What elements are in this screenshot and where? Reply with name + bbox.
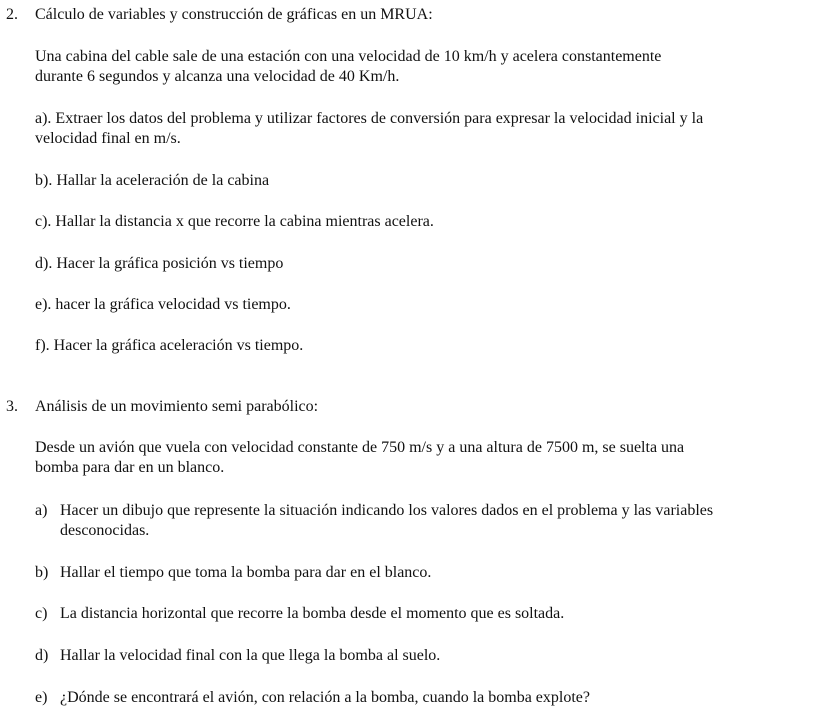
- section-2-intro-line-1: Una cabina del cable sale de una estación con una velocidad de 10 km/h y acelera constantemente: [35, 48, 662, 65]
- section-3-item-c-letter: c): [35, 605, 48, 622]
- section-3-item-d-letter: d): [35, 647, 49, 664]
- section-2-item-e: e). hacer la gráfica velocidad vs tiempo.: [35, 296, 291, 313]
- section-3-item-b-letter: b): [35, 564, 49, 581]
- section-3-item-b: Hallar el tiempo que toma la bomba para dar en el blanco.: [60, 564, 432, 581]
- section-2-intro-line-2: durante 6 segundos y alcanza una velocidad de 40 Km/h.: [35, 68, 400, 85]
- section-3-item-e: ¿Dónde se encontrará el avión, con relación a la bomba, cuando la bomba explote?: [60, 689, 590, 706]
- section-3-number: 3.: [6, 398, 18, 415]
- section-3-item-a-letter: a): [35, 502, 48, 519]
- section-2-item-f: f). Hacer la gráfica aceleración vs tiempo.: [35, 337, 304, 354]
- section-2-item-d: d). Hacer la gráfica posición vs tiempo: [35, 255, 284, 272]
- section-3-item-a-line-2: desconocidas.: [60, 522, 150, 539]
- section-3-heading: Análisis de un movimiento semi parabólico:: [35, 398, 319, 415]
- section-3-item-d: Hallar la velocidad final con la que llega la bomba al suelo.: [60, 647, 441, 664]
- section-3-item-c: La distancia horizontal que recorre la bomba desde el momento que es soltada.: [60, 605, 565, 622]
- section-3-intro-line-2: bomba para dar en un blanco.: [35, 459, 225, 476]
- section-2-heading: Cálculo de variables y construcción de gráficas en un MRUA:: [35, 6, 433, 23]
- section-2-number: 2.: [6, 6, 18, 23]
- section-3-intro-line-1: Desde un avión que vuela con velocidad constante de 750 m/s y a una altura de 7500 m, se suelta una: [35, 439, 685, 456]
- section-2-item-b: b). Hallar la aceleración de la cabina: [35, 172, 270, 189]
- section-3-item-a-line-1: Hacer un dibujo que represente la situación indicando los valores dados en el problema y las variables: [60, 502, 714, 519]
- section-3-item-e-letter: e): [35, 689, 48, 706]
- section-2-item-a-line-2: velocidad final en m/s.: [35, 130, 181, 147]
- section-2-item-c: c). Hallar la distancia x que recorre la cabina mientras acelera.: [35, 213, 434, 230]
- section-2-item-a-line-1: a). Extraer los datos del problema y utilizar factores de conversión para expresar la velocidad inicial y la: [35, 110, 704, 127]
